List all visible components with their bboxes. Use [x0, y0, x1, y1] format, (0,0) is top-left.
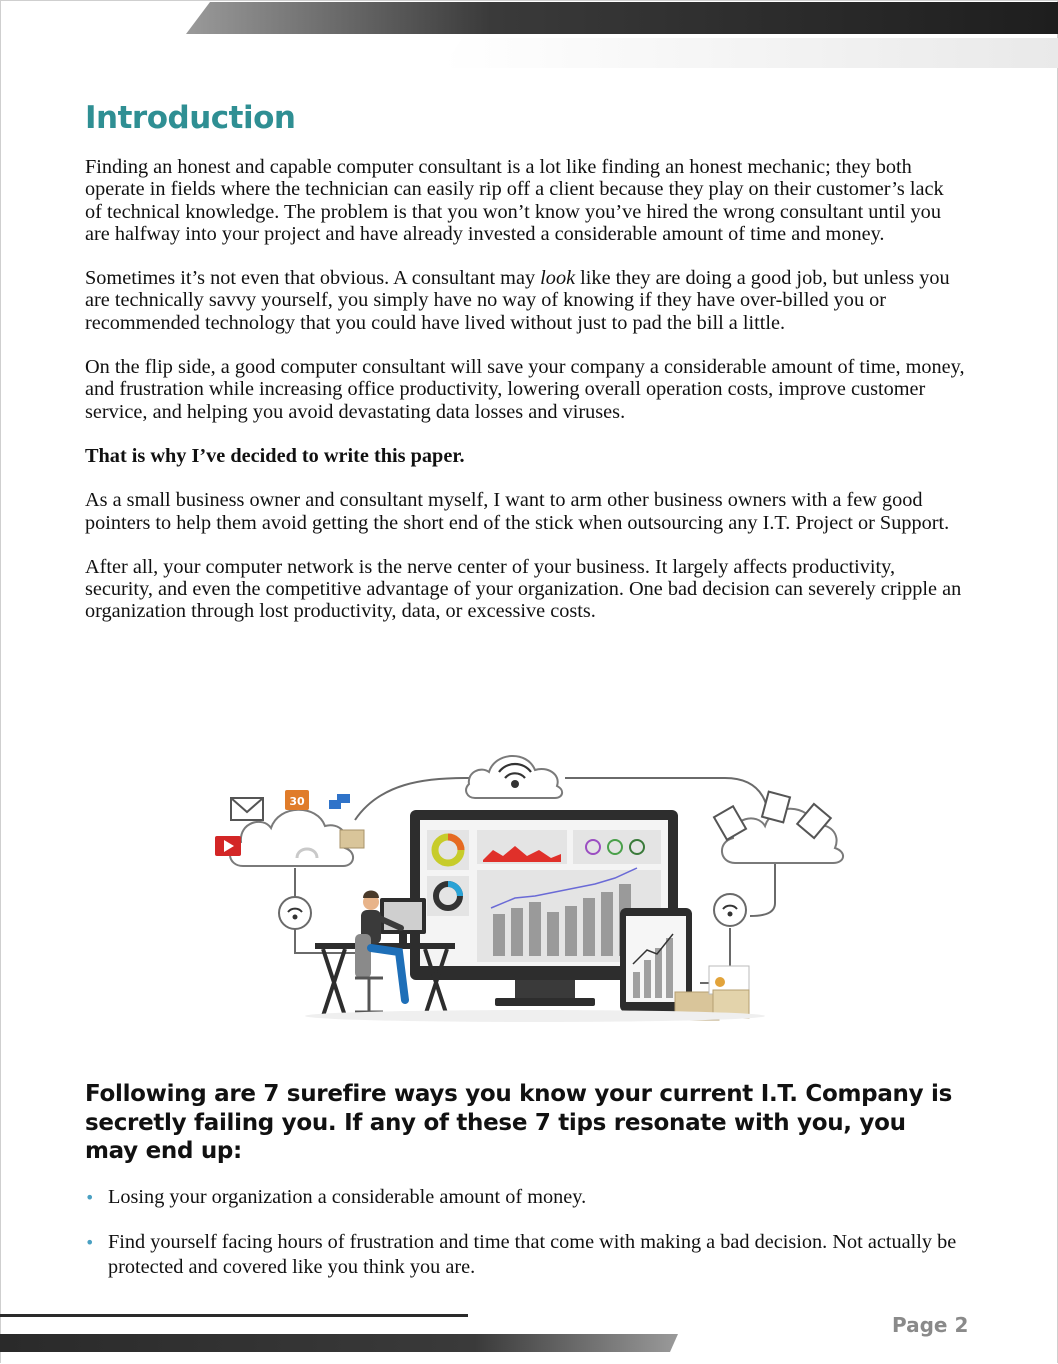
introduction-section [85, 100, 965, 623]
page-number: Page 2 [892, 1313, 969, 1337]
intro-paragraph-3: On the flip side, a good computer consultant will save your company a considerable amount of time, money, and frustration while increasing office productivity, lowering overall operation costs, improve customer service, and helping you avoid devastating data losses and viruses. [85, 356, 965, 423]
paragraph-2-text-end: like they are doing a good job, but unless you are technically savvy yourself, you simply have no way of knowing if they have over-billed you or recommended technology that you could have lived without just to pad the bill a little. [85, 267, 950, 334]
intro-paragraph-5: As a small business owner and consultant myself, I want to arm other business owners with a few good pointers to help them avoid getting the short end of the stick when outsourcing any I.T. Project or Support. [85, 489, 950, 534]
emphasis-look: look [540, 267, 576, 290]
list-item [85, 1230, 965, 1280]
right-wifi-node-icon [714, 894, 746, 926]
callout-heading: Following are 7 surefire ways you know your current I.T. Company is secretly failing you. If any of these 7 tips resonate with you, you may end up: [85, 1081, 953, 1164]
it-network-illustration [205, 738, 855, 1028]
intro-paragraph-4-bold: That is why I’ve decided to write this paper. [85, 444, 465, 467]
consequences-list [85, 1185, 965, 1300]
folder-icon [340, 830, 364, 848]
right-cloud-documents [714, 792, 843, 863]
intro-paragraph-2 [85, 267, 965, 334]
page-title: Introduction [85, 100, 296, 136]
list-item [85, 1185, 965, 1210]
bullet-icon: • [85, 1233, 95, 1252]
calendar-day-label: 30 [289, 795, 305, 808]
cloud-wifi-icon [466, 756, 562, 798]
intro-paragraph-6: After all, your computer network is the nerve center of your business. It largely affects productivity, security, and even the competitive advantage of your organization. One bad decision can severely cripple an organization through lost productivity, data, or excessive costs. [85, 555, 962, 623]
paragraph-2-text-start: Sometimes it’s not even that obvious. A consultant may [85, 267, 541, 290]
left-cloud-apps [215, 790, 364, 866]
left-wifi-node-icon [279, 897, 311, 929]
list-item-text: Find yourself facing hours of frustration and time that come with making a bad decision. Not actually be protected and covered like you think you are. [108, 1231, 957, 1278]
list-item-text: Losing your organization a considerable amount of money. [108, 1186, 587, 1208]
header-decorative-band [0, 0, 1058, 70]
intro-paragraph-1: Finding an honest and capable computer consultant is a lot like finding an honest mechanic; they both operate in fields where the technician can easily rip off a client because they play on their customer’s lack of technical knowledge. The problem is that you won’t know you’ve hired the wrong consultant until you are halfway into your project and have already invested a considerable amount of time and money. [85, 156, 944, 245]
bullet-icon: • [85, 1188, 95, 1207]
